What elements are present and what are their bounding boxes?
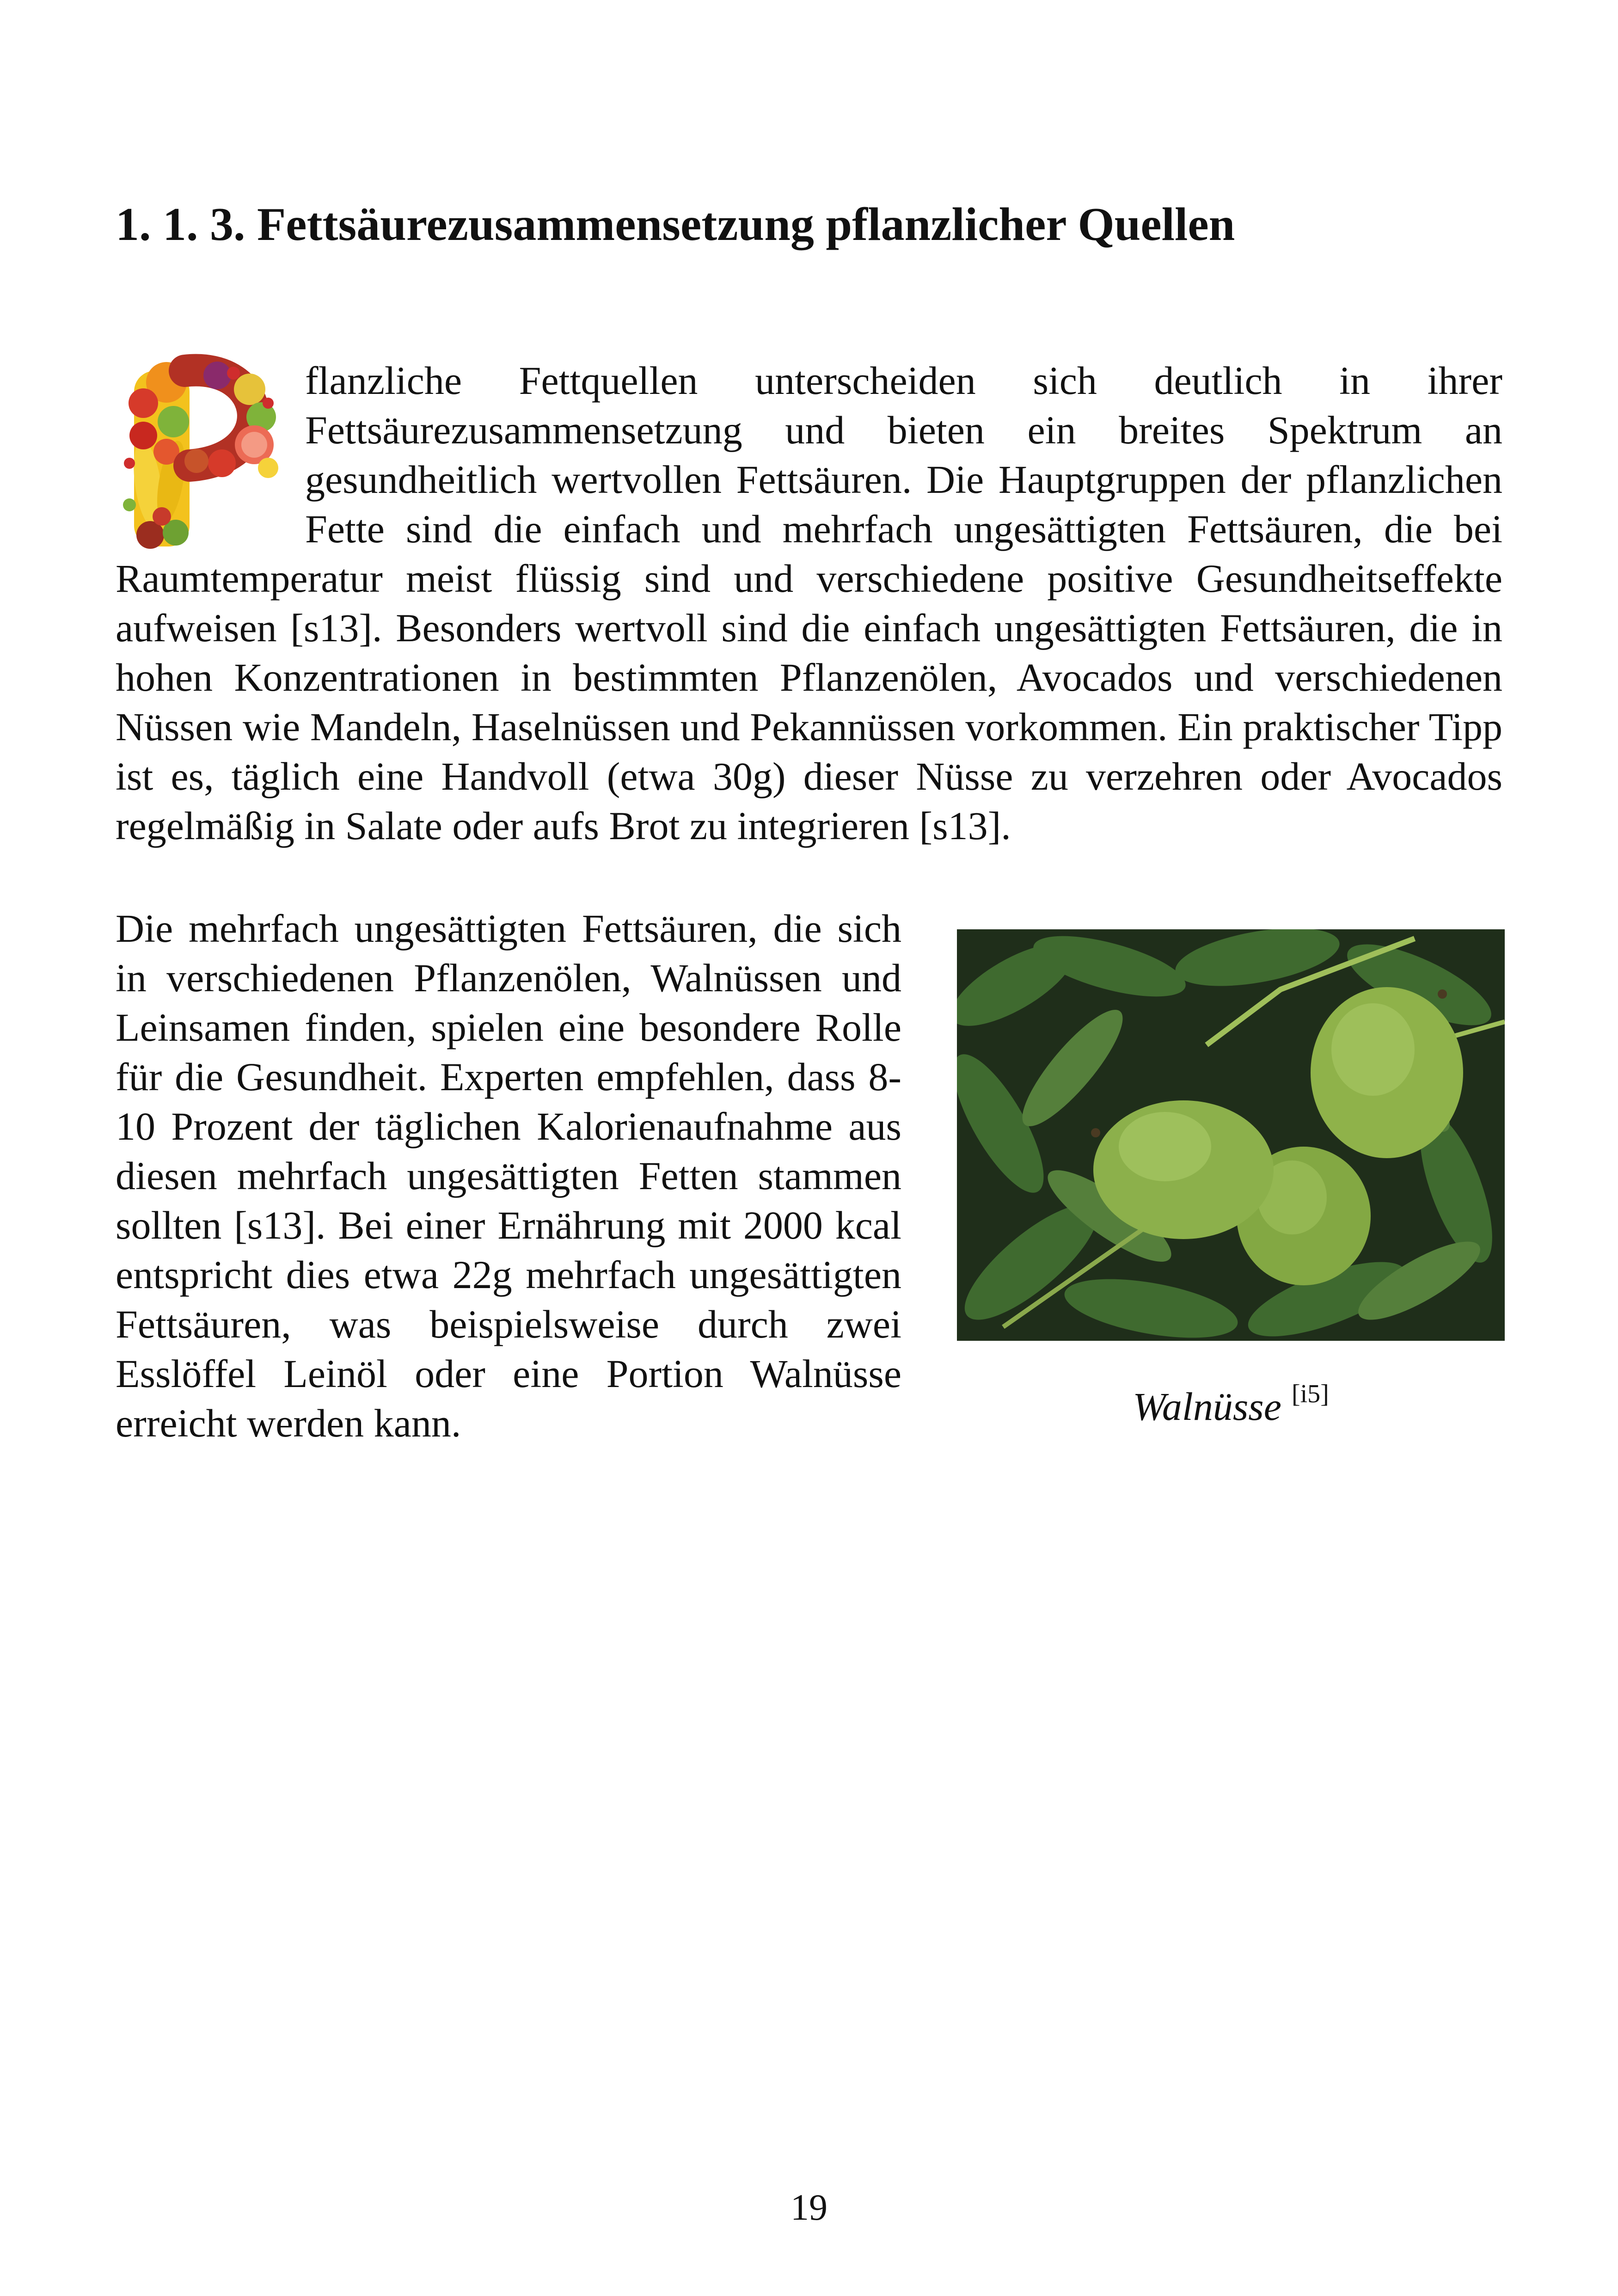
figure-reference: [i5] — [1291, 1380, 1329, 1408]
page-number: 19 — [791, 2187, 827, 2228]
intro-paragraph — [116, 356, 1502, 851]
section-title: 1. 1. 3. Fettsäurezusammensetzung pflanzlicher Quellen — [116, 198, 1235, 251]
figure-caption-text: Walnüsse — [1133, 1384, 1281, 1429]
drop-cap-text-continuation: flanzliche Fettquellen unterscheiden sich deutlich in ihrer Fettsäurezusammensetzung und bieten ein breites Spektrum an gesundheitlich wertvollen Fettsäuren. Die Hauptgruppen der pflanzlichen Fette sind die einfach und mehrfach ungesättigten Fettsäuren, die bei Raumtemperatur meist flüssig sind und verschiedene positive Gesundheitseffekte aufweisen [s13]. Besonders wertvoll sind die einfach ungesättigten Fettsäuren, die in hohen Konzentrationen in bestimmten Pflanzenölen, Avocados und verschiedenen Nüssen wie Mandeln, Haselnüssen und Pekannüssen vorkommen. Ein praktischer Tipp ist es, täglich eine Handvoll (etwa 30g) dieser Nüsse zu verzehren oder Avocados regelmäßig in Salate oder aufs Brot zu integrieren [s13]. — [116, 358, 1502, 848]
walnut-photo — [957, 929, 1505, 1341]
drop-cap-fruit-letter-p — [116, 352, 291, 551]
walnut-figure — [957, 929, 1505, 1429]
figure-caption — [957, 1380, 1505, 1429]
body-paragraph: Die mehrfach ungesättigten Fettsäuren, die sich in verschiedenen Pflanzenölen, Walnüssen und Leinsamen finden, spielen eine besondere Rolle für die Gesundheit. Experten empfehlen, dass 8-10 Prozent der täglichen Kalorienaufnahme aus diesen mehrfach ungesättigten Fetten stammen sollten [s13]. Bei einer Ernährung mit 2000 kcal entspricht dies etwa 22g mehrfach ungesättigten Fettsäuren, was beispielsweise durch zwei Esslöffel Leinöl oder eine Portion Walnüsse erreicht werden kann. — [116, 906, 901, 1445]
